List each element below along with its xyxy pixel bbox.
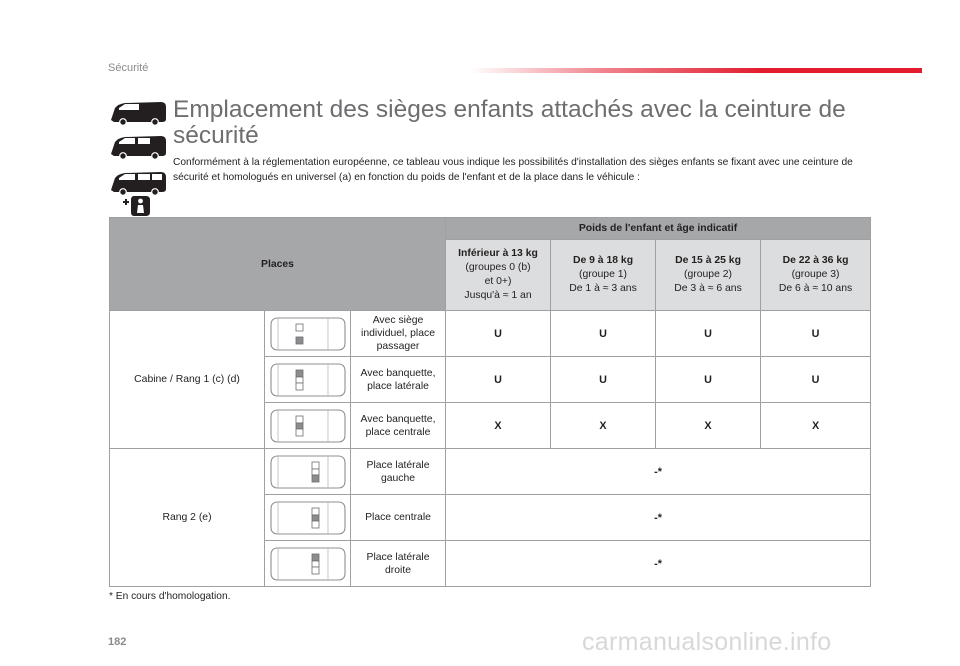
page-number: 182 — [108, 636, 127, 648]
child-seat-table — [109, 217, 871, 587]
seat-highlight-icon — [296, 423, 303, 429]
seat-diagram-cell — [265, 495, 351, 541]
column-group: (groupe 1) — [579, 269, 627, 280]
seat-icon — [312, 567, 319, 574]
seat-diagram-cell — [265, 541, 351, 587]
seat-description-line: passager — [376, 341, 420, 352]
column-title: De 9 à 18 kg — [572, 255, 634, 266]
seat-icon — [296, 324, 303, 331]
seat-description-line: Place latérale — [366, 551, 430, 563]
compat-cell: X — [656, 403, 761, 449]
car-top-view-icon — [268, 453, 348, 491]
section-title: Sécurité — [108, 62, 149, 74]
seat-icon — [312, 561, 319, 567]
compat-cell: X — [551, 403, 656, 449]
seat-description-line: Avec banquette, — [360, 413, 436, 425]
car-top-view-icon — [268, 315, 348, 353]
footnote: * En cours d'homologation. — [109, 591, 231, 602]
column-group: (groupe 3) — [791, 269, 840, 280]
column-group: (groupe 2) — [684, 269, 732, 280]
compat-cell: U — [656, 357, 761, 403]
table-row — [110, 449, 871, 495]
seat-icon — [296, 377, 303, 383]
seat-icon — [312, 508, 319, 515]
seat-highlight-icon — [312, 554, 319, 561]
header-accent-line — [470, 68, 922, 73]
seat-description-line: Avec banquette, — [360, 367, 436, 379]
compat-cell: U — [656, 311, 761, 357]
seat-description — [351, 403, 446, 449]
compat-cell: -* — [446, 495, 871, 541]
watermark: carmanualsonline.info — [582, 628, 832, 656]
seat-highlight-icon — [312, 475, 319, 482]
seat-description — [351, 357, 446, 403]
seat-diagram-cell — [265, 403, 351, 449]
seat-highlight-icon — [312, 515, 319, 521]
seat-diagram-cell — [265, 311, 351, 357]
car-top-view-icon — [268, 361, 348, 399]
compat-cell: U — [551, 357, 656, 403]
seat-highlight-icon — [296, 337, 303, 344]
car-top-view-icon — [268, 499, 348, 537]
column-title: De 22 à 36 kg — [782, 255, 849, 266]
compat-cell: -* — [446, 541, 871, 587]
seat-icon — [312, 521, 319, 528]
seat-description-line: gauche — [380, 472, 416, 484]
compat-cell: U — [446, 357, 551, 403]
seat-description — [351, 311, 446, 357]
seat-description-line: place centrale — [365, 426, 431, 438]
column-age: Jusqu'à ≈ 1 an — [464, 290, 532, 301]
seat-description-line: individuel, place — [361, 328, 435, 339]
seat-description-line: place latérale — [367, 380, 429, 392]
van-icon — [111, 102, 166, 125]
seat-description — [351, 495, 446, 541]
seat-icon — [296, 416, 303, 423]
compat-cell: U — [446, 311, 551, 357]
compat-cell: U — [761, 357, 871, 403]
column-header — [761, 240, 871, 311]
seat-description-line: Avec siège — [372, 315, 424, 326]
column-age: De 3 à ≈ 6 ans — [674, 283, 742, 294]
vehicle-icons — [108, 98, 170, 218]
seat-icon — [312, 462, 319, 469]
car-top-view-icon — [268, 407, 348, 445]
seat-highlight-icon — [296, 370, 303, 377]
compat-cell: X — [761, 403, 871, 449]
column-age: De 6 à ≈ 10 ans — [778, 283, 853, 294]
row-group-label: Rang 2 (e) — [110, 449, 265, 587]
intro-paragraph: Conformément à la réglementation européenne, ce tableau vous indique les possibilités d'installation des sièges enfants se fixant avec une ceinture de sécurité et homologués en universel (a) en fonction du poids de l'enfant et de la place dans le véhicule : — [173, 157, 853, 183]
column-group: et 0+) — [484, 276, 512, 287]
car-top-view-icon — [268, 545, 348, 583]
seat-icon — [312, 469, 319, 475]
seat-description-line: Place latérale — [366, 459, 430, 471]
seat-icon — [296, 429, 303, 436]
column-title: De 15 à 25 kg — [675, 255, 741, 266]
places-header: Places — [110, 218, 446, 311]
van-icon — [111, 172, 166, 195]
seat-diagram-cell — [265, 357, 351, 403]
compat-cell: U — [551, 311, 656, 357]
child-seat-plus-icon — [123, 196, 150, 216]
column-age: De 1 à ≈ 3 ans — [569, 283, 637, 294]
seat-description-line: droite — [385, 564, 411, 576]
table-row — [110, 311, 871, 357]
seat-description — [351, 449, 446, 495]
van-icon — [111, 136, 166, 159]
column-header — [551, 240, 656, 311]
compat-cell: -* — [446, 449, 871, 495]
compat-cell: X — [446, 403, 551, 449]
page-title: Emplacement des sièges enfants attachés avec la ceinture de sécurité — [173, 96, 846, 149]
seat-description — [351, 541, 446, 587]
column-header — [446, 240, 551, 311]
column-header — [656, 240, 761, 311]
seat-diagram-cell — [265, 449, 351, 495]
seat-description-line: Place centrale — [365, 512, 431, 523]
column-title: Inférieur à 13 kg — [458, 248, 538, 259]
row-group-label: Cabine / Rang 1 (c) (d) — [110, 311, 265, 449]
column-group: (groupes 0 (b) — [465, 262, 531, 273]
weight-header: Poids de l'enfant et âge indicatif — [446, 218, 871, 240]
seat-icon — [296, 383, 303, 390]
compat-cell: U — [761, 311, 871, 357]
